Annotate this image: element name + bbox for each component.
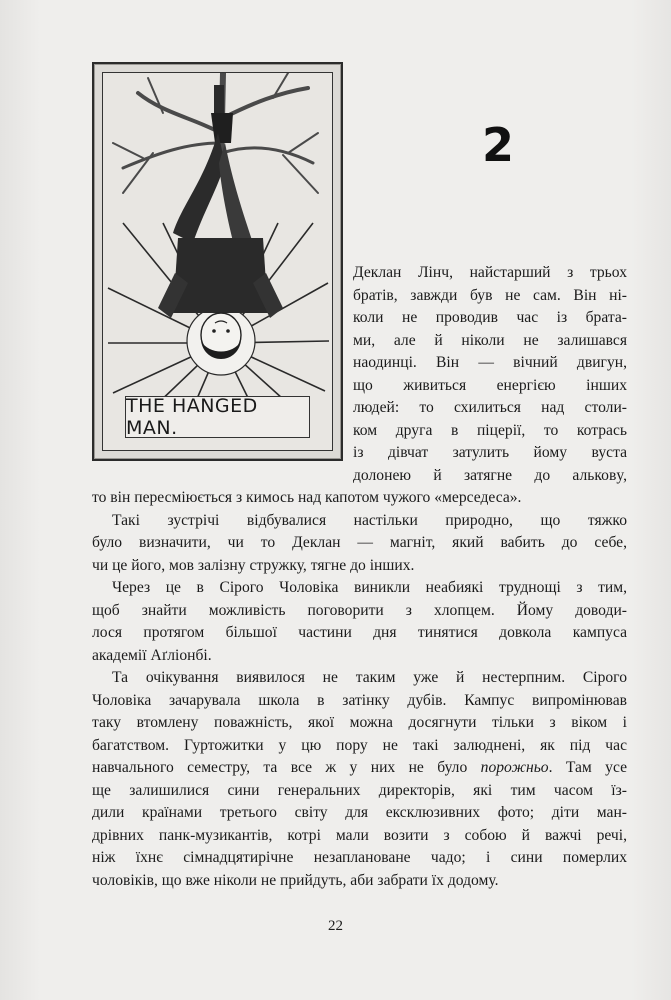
- text-line: лося протягом більшої частини дня тинятися довкола кампуса: [92, 624, 627, 641]
- text-line: ком друга в піцерії, то котрась: [353, 421, 627, 439]
- text-line: було визначити, чи то Деклан — магніт, який вабить до себе,: [92, 534, 627, 551]
- text-line: Такі зустрічі відбувалися настільки природно, що тяжко: [112, 511, 627, 529]
- text-line: Чоловіка зачарувала школа в затінку дубів. Кампус випромінював: [92, 691, 627, 709]
- text-line: братів, завжди був не сам. Він ні-: [353, 286, 627, 304]
- text-line: Та очікування виявилося не таким уже й нестерпним. Сірого: [112, 669, 627, 686]
- chapter-body-text: [92, 262, 627, 892]
- chapter-number: 2: [481, 118, 514, 172]
- text-line: чоловіків, що вже ніколи не прийдуть, аби забрати їх додому.: [92, 871, 499, 889]
- text-line: наодинці. Він — вічний двигун,: [353, 354, 627, 371]
- text-line: дрівних панк-музикантів, котрі мали возити з собою й важчі речі,: [92, 826, 627, 844]
- text-line: ми, але й ніколи не залишався: [353, 331, 627, 349]
- text-line: ще залишилися сини генеральних директорів, які тим часом їз-: [92, 781, 627, 799]
- text-line: чи це його, мов залізну стружку, тягне до інших.: [92, 556, 415, 574]
- text-line: Деклан Лінч, найстарший з трьох: [353, 264, 627, 281]
- text-line: що живиться енергією інших: [353, 376, 627, 394]
- text-line: навчального семестру, та все ж у них не було порожньо. Там усе: [92, 759, 628, 776]
- text-line: ніж їхнє сімнадцятирічне незаплановане чадо; і сини померлих: [92, 849, 627, 866]
- text-line: дили країнами третього світу для ексклюзивних фото; діти ман-: [92, 804, 627, 821]
- text-line: багатством. Гуртожитки у цю пору не такі залюднені, як під час: [92, 736, 627, 754]
- page-number: 22: [328, 918, 343, 934]
- card-title: THE HANGED MAN.: [125, 396, 310, 438]
- text-line: із дівчат затулить йому вуста: [353, 444, 627, 461]
- text-line: коли не проводив час із брата-: [353, 309, 627, 326]
- text-line: Через це в Сірого Чоловіка виникли неабиякі труднощі з тим,: [112, 579, 627, 596]
- text-line: то він пересміюється з кимось над капотом чужого «мерседеса».: [92, 489, 522, 506]
- text-line: щоб знайти можливість поговорити з хлопцем. Йому доводи-: [92, 601, 627, 619]
- text-line: людей: то схилиться над столи-: [353, 399, 627, 416]
- text-line: таку втомлену поважність, якої можна досягнути тільки з віком і: [92, 714, 627, 731]
- text-line: академії Аґліонбі.: [92, 646, 212, 664]
- text-line: долонею й затягне до альковy,: [353, 466, 627, 484]
